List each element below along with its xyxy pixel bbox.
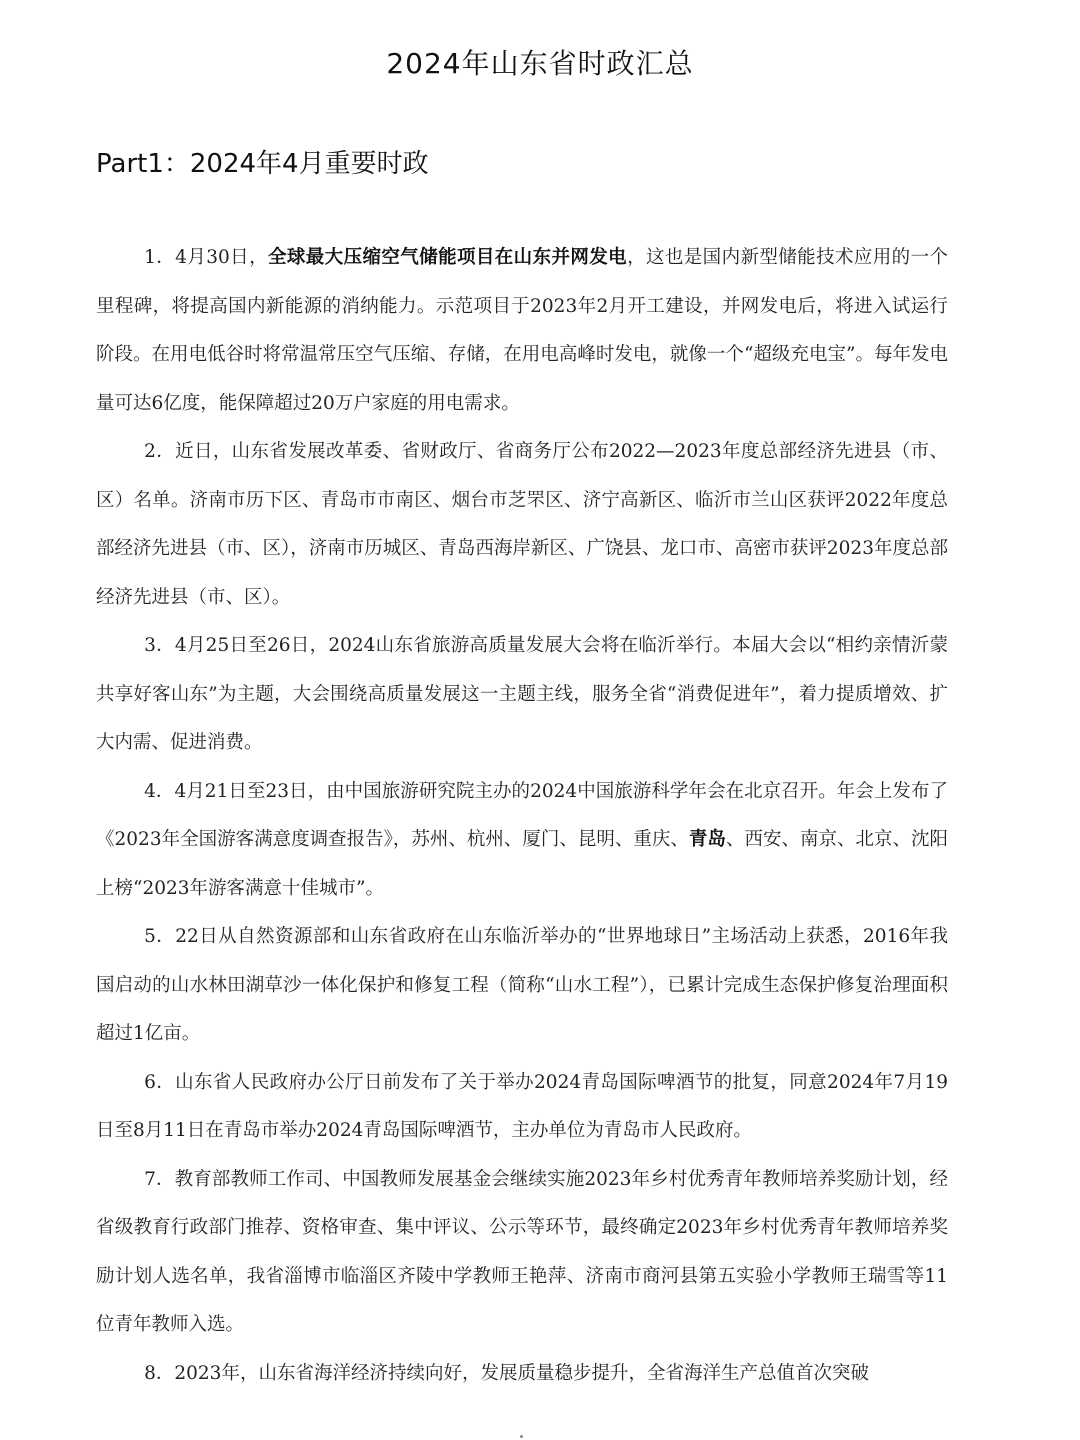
news-item-4-text: 4．4月21日至23日，由中国旅游研究院主办的2024中国旅游科学年会在北京召开。年会上发布了《2023年全国游客满意度调查报告》，苏州、杭州、厦门、昆明、重庆、: [96, 780, 948, 850]
page-mark: [520, 1435, 523, 1438]
news-item-1: [96, 234, 948, 428]
news-item-5: [96, 913, 948, 1059]
news-item-2: [96, 428, 948, 622]
document-title: 2024年山东省时政汇总: [386, 47, 694, 80]
news-item-5-text: 5．22日从自然资源部和山东省政府在山东临沂举办的“世界地球日”主场活动上获悉，2016年我国启动的山水林田湖草沙一体化保护和修复工程（简称“山水工程”），已累计完成生态保护修复治理面积超过1亿亩。: [96, 926, 948, 1044]
news-item-6: [96, 1059, 948, 1156]
news-item-4-text-cont: 、西安、南京、北京、沈阳上榜“2023年游客满意十佳城市”。: [96, 829, 948, 899]
part-heading: Part1：2024年4月重要时政: [96, 149, 429, 179]
news-item-1-text: 1．4月30日，: [144, 247, 268, 268]
news-item-7: [96, 1156, 948, 1350]
news-item-3-text: 3．4月25日至26日，2024山东省旅游高质量发展大会将在临沂举行。本届大会以“相约亲情沂蒙 共享好客山东”为主题，大会围绕高质量发展这一主题主线，服务全省“消费促进年”，着力提质增效、扩大内需、促进消费。: [96, 635, 948, 753]
news-item-4-highlight: 青岛: [688, 829, 726, 850]
news-item-8-text: 8．2023年，山东省海洋经济持续向好，发展质量稳步提升，全省海洋生产总值首次突破: [144, 1362, 869, 1384]
news-item-6-text: 6．山东省人民政府办公厅日前发布了关于举办2024青岛国际啤酒节的批复，同意2024年7月19日至8月11日在青岛市举办2024青岛国际啤酒节，主办单位为青岛市人民政府。: [96, 1071, 948, 1141]
news-item-3: [96, 622, 948, 768]
news-item-list: [96, 234, 948, 1398]
news-item-4: [96, 768, 948, 914]
news-item-2-text: 2．近日，山东省发展改革委、省财政厅、省商务厅公布2022—2023年度总部经济先进县（市、区）名单。济南市历下区、青岛市市南区、烟台市芝罘区、济宁高新区、临沂市兰山区获评2022年度总部经济先进县（市、区），济南市历城区、青岛西海岸新区、广饶县、龙口市、高密市获评2023年度总部经济先进县（市、区）。: [96, 441, 948, 608]
news-item-1-highlight: 全球最大压缩空气储能项目在山东并网发电: [267, 247, 628, 268]
news-item-1-text-cont: ，这也是国内新型储能技术应用的一个里程碑，将提高国内新能源的消纳能力。示范项目于2023年2月开工建设，并网发电后，将进入试运行阶段。在用电低谷时将常温常压空气压缩、存储，在用电高峰时发电，就像一个“超级充电宝”。每年发电量可达6亿度，能保障超过20万户家庭的用电需求。: [96, 247, 948, 414]
news-item-7-text: 7．教育部教师工作司、中国教师发展基金会继续实施2023年乡村优秀青年教师培养奖励计划，经省级教育行政部门推荐、资格审查、集中评议、公示等环节，最终确定2023年乡村优秀青年教师培养奖励计划人选名单，我省淄博市临淄区齐陵中学教师王艳萍、济南市商河县第五实验小学教师王瑞雪等11位青年教师入选。: [96, 1168, 948, 1335]
news-item-8: [96, 1350, 948, 1399]
